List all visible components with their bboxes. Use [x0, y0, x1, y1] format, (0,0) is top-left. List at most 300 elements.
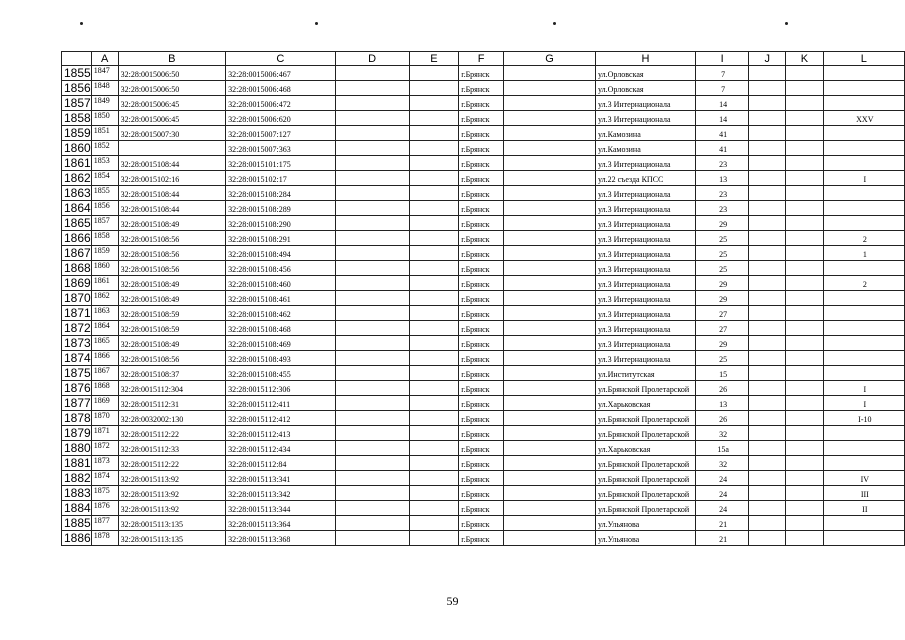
cell-a: 1870	[91, 411, 118, 426]
cell-l: III	[823, 486, 904, 501]
cell-j	[749, 471, 786, 486]
cell-f: г.Брянск	[459, 186, 504, 201]
cell-h: ул.3 Интернационала	[595, 111, 695, 126]
cell-a: 1853	[91, 156, 118, 171]
cell-f: г.Брянск	[459, 531, 504, 546]
cell-c: 32:28:0015113:364	[226, 516, 335, 531]
cell-g	[504, 321, 596, 336]
cell-l: 2	[823, 276, 904, 291]
row-number: 1871	[62, 306, 92, 321]
table-row	[62, 126, 905, 141]
cell-i: 13	[695, 171, 749, 186]
cell-f: г.Брянск	[459, 141, 504, 156]
spreadsheet-table	[61, 51, 905, 546]
cell-e	[409, 156, 458, 171]
cell-b: 32:28:0015108:44	[118, 201, 225, 216]
cell-j	[749, 246, 786, 261]
cell-e	[409, 261, 458, 276]
cell-b: 32:28:0015108:56	[118, 246, 225, 261]
cell-b: 32:28:0015006:45	[118, 96, 225, 111]
cell-d	[335, 426, 409, 441]
cell-a: 1866	[91, 351, 118, 366]
cell-e	[409, 66, 458, 81]
cell-g	[504, 81, 596, 96]
cell-l: I	[823, 171, 904, 186]
cell-k	[786, 351, 824, 366]
cell-k	[786, 336, 824, 351]
cell-c: 32:28:0015108:494	[226, 246, 335, 261]
table-row	[62, 471, 905, 486]
cell-k	[786, 261, 824, 276]
cell-c: 32:28:0015108:284	[226, 186, 335, 201]
cell-f: г.Брянск	[459, 111, 504, 126]
table-row	[62, 396, 905, 411]
table-body	[62, 66, 905, 546]
cell-h: ул.Брянской Пролетарской	[595, 426, 695, 441]
cell-h: ул.3 Интернационала	[595, 351, 695, 366]
cell-g	[504, 366, 596, 381]
cell-i: 25	[695, 351, 749, 366]
cell-e	[409, 516, 458, 531]
table-row	[62, 231, 905, 246]
cell-j	[749, 306, 786, 321]
cell-b: 32:28:0015006:50	[118, 81, 225, 96]
column-header: D	[335, 52, 409, 66]
cell-c: 32:28:0015101:175	[226, 156, 335, 171]
cell-a: 1852	[91, 141, 118, 156]
cell-h: ул.3 Интернационала	[595, 306, 695, 321]
table-row	[62, 186, 905, 201]
row-number: 1885	[62, 516, 92, 531]
cell-f: г.Брянск	[459, 231, 504, 246]
cell-h: ул.3 Интернационала	[595, 201, 695, 216]
cell-a: 1872	[91, 441, 118, 456]
cell-f: г.Брянск	[459, 336, 504, 351]
cell-k	[786, 66, 824, 81]
cell-b: 32:28:0015108:59	[118, 306, 225, 321]
cell-k	[786, 141, 824, 156]
cell-b: 32:28:0015113:92	[118, 501, 225, 516]
table-row	[62, 486, 905, 501]
cell-k	[786, 321, 824, 336]
column-header: A	[91, 52, 118, 66]
row-number: 1867	[62, 246, 92, 261]
cell-j	[749, 396, 786, 411]
cell-j	[749, 156, 786, 171]
cell-j	[749, 141, 786, 156]
cell-a: 1854	[91, 171, 118, 186]
cell-b: 32:28:0032002:130	[118, 411, 225, 426]
row-number: 1868	[62, 261, 92, 276]
cell-k	[786, 501, 824, 516]
cell-l	[823, 141, 904, 156]
cell-j	[749, 501, 786, 516]
cell-k	[786, 366, 824, 381]
cell-i: 24	[695, 486, 749, 501]
cell-d	[335, 501, 409, 516]
table-row	[62, 66, 905, 81]
cell-c: 32:28:0015112:434	[226, 441, 335, 456]
table-row	[62, 501, 905, 516]
table-row	[62, 156, 905, 171]
cell-c: 32:28:0015108:461	[226, 291, 335, 306]
cell-e	[409, 531, 458, 546]
cell-b: 32:28:0015113:135	[118, 516, 225, 531]
cell-g	[504, 456, 596, 471]
cell-l: I-10	[823, 411, 904, 426]
cell-j	[749, 111, 786, 126]
cell-l	[823, 96, 904, 111]
cell-i: 15	[695, 366, 749, 381]
page-number: 59	[446, 594, 459, 608]
table-row	[62, 321, 905, 336]
cell-f: г.Брянск	[459, 381, 504, 396]
cell-d	[335, 456, 409, 471]
cell-j	[749, 321, 786, 336]
cell-d	[335, 321, 409, 336]
cell-c: 32:28:0015108:460	[226, 276, 335, 291]
cell-c: 32:28:0015112:84	[226, 456, 335, 471]
cell-h: ул.3 Интернационала	[595, 231, 695, 246]
column-header: L	[823, 52, 904, 66]
cell-k	[786, 231, 824, 246]
cell-k	[786, 156, 824, 171]
cell-f: г.Брянск	[459, 81, 504, 96]
cell-e	[409, 411, 458, 426]
cell-g	[504, 186, 596, 201]
cell-j	[749, 66, 786, 81]
row-number: 1884	[62, 501, 92, 516]
column-header: K	[786, 52, 824, 66]
cell-d	[335, 171, 409, 186]
cell-c: 32:28:0015006:468	[226, 81, 335, 96]
cell-d	[335, 216, 409, 231]
corner-cell	[62, 52, 92, 66]
cell-k	[786, 96, 824, 111]
cell-e	[409, 231, 458, 246]
cell-g	[504, 336, 596, 351]
cell-e	[409, 366, 458, 381]
cell-e	[409, 246, 458, 261]
row-number: 1855	[62, 66, 92, 81]
cell-h: ул.Харьковская	[595, 441, 695, 456]
cell-d	[335, 201, 409, 216]
table-row	[62, 201, 905, 216]
cell-c: 32:28:0015108:493	[226, 351, 335, 366]
row-number: 1857	[62, 96, 92, 111]
cell-h: ул.Институтская	[595, 366, 695, 381]
table-row	[62, 81, 905, 96]
table-row	[62, 516, 905, 531]
cell-a: 1862	[91, 291, 118, 306]
cell-h: ул.3 Интернационала	[595, 96, 695, 111]
cell-d	[335, 66, 409, 81]
cell-l	[823, 81, 904, 96]
row-number: 1856	[62, 81, 92, 96]
table-row	[62, 336, 905, 351]
cell-b: 32:28:0015006:50	[118, 66, 225, 81]
cell-f: г.Брянск	[459, 456, 504, 471]
cell-d	[335, 246, 409, 261]
cell-l	[823, 216, 904, 231]
cell-i: 32	[695, 426, 749, 441]
cell-i: 25	[695, 261, 749, 276]
cell-e	[409, 486, 458, 501]
row-number: 1880	[62, 441, 92, 456]
cell-j	[749, 291, 786, 306]
cell-i: 15а	[695, 441, 749, 456]
table-row	[62, 171, 905, 186]
cell-g	[504, 111, 596, 126]
cell-g	[504, 276, 596, 291]
cell-f: г.Брянск	[459, 351, 504, 366]
row-number: 1858	[62, 111, 92, 126]
cell-g	[504, 246, 596, 261]
cell-k	[786, 201, 824, 216]
cell-c: 32:28:0015006:472	[226, 96, 335, 111]
cell-b: 32:28:0015113:92	[118, 486, 225, 501]
cell-h: ул.22 съезда КПСС	[595, 171, 695, 186]
table-row	[62, 531, 905, 546]
cell-h: ул.3 Интернационала	[595, 321, 695, 336]
cell-a: 1855	[91, 186, 118, 201]
cell-f: г.Брянск	[459, 171, 504, 186]
cell-f: г.Брянск	[459, 501, 504, 516]
table-row	[62, 216, 905, 231]
cell-f: г.Брянск	[459, 216, 504, 231]
cell-h: ул.3 Интернационала	[595, 291, 695, 306]
cell-i: 21	[695, 531, 749, 546]
table-row	[62, 276, 905, 291]
cell-d	[335, 81, 409, 96]
cell-k	[786, 171, 824, 186]
cell-e	[409, 381, 458, 396]
cell-l	[823, 351, 904, 366]
cell-c: 32:28:0015108:455	[226, 366, 335, 381]
cell-j	[749, 531, 786, 546]
column-header-row	[62, 52, 905, 66]
row-number: 1872	[62, 321, 92, 336]
cell-d	[335, 231, 409, 246]
cell-j	[749, 441, 786, 456]
cell-h: ул.Брянской Пролетарской	[595, 411, 695, 426]
cell-k	[786, 246, 824, 261]
cell-i: 24	[695, 471, 749, 486]
cell-j	[749, 231, 786, 246]
column-header: C	[226, 52, 335, 66]
cell-g	[504, 396, 596, 411]
cell-g	[504, 141, 596, 156]
cell-a: 1876	[91, 501, 118, 516]
cell-g	[504, 531, 596, 546]
cell-g	[504, 306, 596, 321]
cell-c: 32:28:0015108:291	[226, 231, 335, 246]
cell-a: 1863	[91, 306, 118, 321]
cell-c: 32:28:0015007:127	[226, 126, 335, 141]
cell-b: 32:28:0015112:304	[118, 381, 225, 396]
row-number: 1886	[62, 531, 92, 546]
cell-b: 32:28:0015112:31	[118, 396, 225, 411]
cell-f: г.Брянск	[459, 276, 504, 291]
cell-f: г.Брянск	[459, 411, 504, 426]
cell-a: 1875	[91, 486, 118, 501]
cell-h: ул.Камозина	[595, 126, 695, 141]
cell-a: 1878	[91, 531, 118, 546]
cell-b: 32:28:0015108:56	[118, 231, 225, 246]
cell-d	[335, 396, 409, 411]
cell-e	[409, 426, 458, 441]
table-row	[62, 306, 905, 321]
cell-b: 32:28:0015113:135	[118, 531, 225, 546]
cell-j	[749, 261, 786, 276]
cell-h: ул.Брянской Пролетарской	[595, 501, 695, 516]
cell-l	[823, 441, 904, 456]
cell-k	[786, 216, 824, 231]
cell-j	[749, 351, 786, 366]
cell-c: 32:28:0015108:289	[226, 201, 335, 216]
cell-b: 32:28:0015108:44	[118, 186, 225, 201]
cell-j	[749, 366, 786, 381]
cell-d	[335, 531, 409, 546]
cell-e	[409, 351, 458, 366]
cell-h: ул.3 Интернационала	[595, 216, 695, 231]
cell-k	[786, 516, 824, 531]
cell-g	[504, 291, 596, 306]
cell-i: 41	[695, 141, 749, 156]
cell-h: ул.Камозина	[595, 141, 695, 156]
cell-f: г.Брянск	[459, 321, 504, 336]
cell-j	[749, 381, 786, 396]
cell-k	[786, 426, 824, 441]
cell-b: 32:28:0015108:44	[118, 156, 225, 171]
cell-g	[504, 261, 596, 276]
cell-j	[749, 456, 786, 471]
cell-e	[409, 141, 458, 156]
cell-h: ул.Брянской Пролетарской	[595, 471, 695, 486]
cell-d	[335, 366, 409, 381]
table-row	[62, 261, 905, 276]
table-row	[62, 426, 905, 441]
cell-c: 32:28:0015108:456	[226, 261, 335, 276]
cell-f: г.Брянск	[459, 246, 504, 261]
cell-e	[409, 81, 458, 96]
row-number: 1875	[62, 366, 92, 381]
cell-g	[504, 441, 596, 456]
table-row	[62, 246, 905, 261]
cell-h: ул.Брянской Пролетарской	[595, 486, 695, 501]
cell-f: г.Брянск	[459, 306, 504, 321]
cell-e	[409, 291, 458, 306]
cell-d	[335, 186, 409, 201]
cell-f: г.Брянск	[459, 441, 504, 456]
cell-a: 1861	[91, 276, 118, 291]
cell-l	[823, 456, 904, 471]
cell-d	[335, 381, 409, 396]
cell-c: 32:28:0015113:344	[226, 501, 335, 516]
cell-c: 32:28:0015102:17	[226, 171, 335, 186]
cell-i: 13	[695, 396, 749, 411]
cell-b: 32:28:0015108:49	[118, 291, 225, 306]
cell-a: 1864	[91, 321, 118, 336]
cell-i: 32	[695, 456, 749, 471]
cell-d	[335, 471, 409, 486]
cell-b: 32:28:0015108:56	[118, 261, 225, 276]
cell-h: ул.3 Интернационала	[595, 336, 695, 351]
column-header: I	[695, 52, 749, 66]
column-header: H	[595, 52, 695, 66]
scan-dot	[80, 22, 83, 25]
cell-a: 1874	[91, 471, 118, 486]
cell-k	[786, 126, 824, 141]
cell-l	[823, 336, 904, 351]
scan-dot	[553, 22, 556, 25]
cell-j	[749, 486, 786, 501]
cell-g	[504, 231, 596, 246]
cell-j	[749, 186, 786, 201]
cell-j	[749, 81, 786, 96]
cell-i: 29	[695, 276, 749, 291]
cell-d	[335, 411, 409, 426]
cell-h: ул.Брянской Пролетарской	[595, 381, 695, 396]
cell-e	[409, 456, 458, 471]
cell-a: 1847	[91, 66, 118, 81]
cell-l	[823, 291, 904, 306]
cell-b: 32:28:0015006:45	[118, 111, 225, 126]
cell-k	[786, 531, 824, 546]
row-number: 1879	[62, 426, 92, 441]
row-number: 1870	[62, 291, 92, 306]
cell-f: г.Брянск	[459, 366, 504, 381]
cell-g	[504, 516, 596, 531]
cell-a: 1851	[91, 126, 118, 141]
column-header: J	[749, 52, 786, 66]
cell-l	[823, 156, 904, 171]
column-header: G	[504, 52, 596, 66]
cell-k	[786, 276, 824, 291]
table-row	[62, 381, 905, 396]
cell-k	[786, 186, 824, 201]
cell-d	[335, 486, 409, 501]
cell-g	[504, 486, 596, 501]
cell-g	[504, 171, 596, 186]
table-row	[62, 366, 905, 381]
cell-j	[749, 426, 786, 441]
cell-j	[749, 336, 786, 351]
cell-d	[335, 261, 409, 276]
cell-e	[409, 471, 458, 486]
cell-c: 32:28:0015112:412	[226, 411, 335, 426]
cell-i: 25	[695, 246, 749, 261]
cell-j	[749, 171, 786, 186]
row-number: 1859	[62, 126, 92, 141]
cell-g	[504, 126, 596, 141]
cell-i: 24	[695, 501, 749, 516]
cell-e	[409, 126, 458, 141]
cell-b: 32:28:0015108:59	[118, 321, 225, 336]
cell-a: 1848	[91, 81, 118, 96]
cell-a: 1871	[91, 426, 118, 441]
row-number: 1873	[62, 336, 92, 351]
cell-h: ул.Ульянова	[595, 516, 695, 531]
cell-i: 26	[695, 381, 749, 396]
cell-k	[786, 81, 824, 96]
cell-j	[749, 516, 786, 531]
cell-j	[749, 411, 786, 426]
cell-d	[335, 291, 409, 306]
cell-i: 41	[695, 126, 749, 141]
cell-l	[823, 261, 904, 276]
row-number: 1882	[62, 471, 92, 486]
